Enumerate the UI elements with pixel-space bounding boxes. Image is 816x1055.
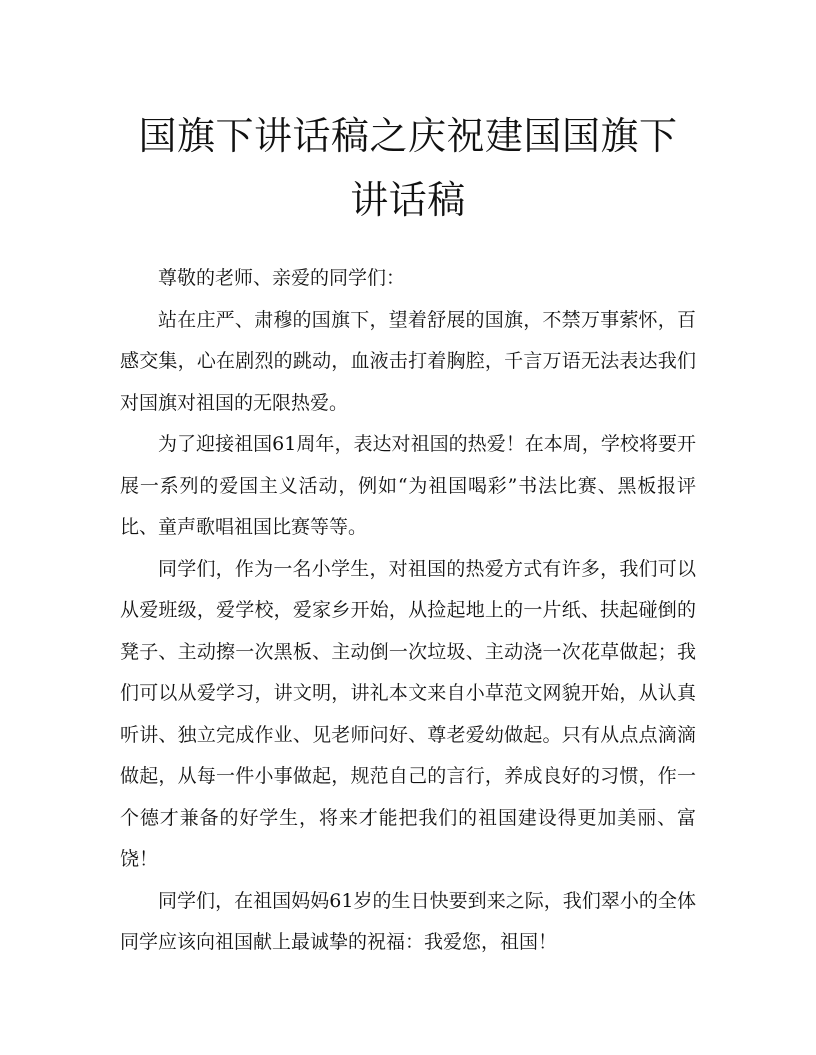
paragraph-1: 站在庄严、肃穆的国旗下，望着舒展的国旗，不禁万事萦怀，百感交集，心在剧烈的跳动，血液击打着胸腔，千言万语无法表达我们对国旗对祖国的无限热爱。 — [120, 308, 696, 414]
paragraph-4: 同学们，在祖国妈妈61岁的生日快要到来之际，我们翠小的全体同学应该向祖国献上最诚挚的祝福：我爱您，祖国！ — [120, 889, 696, 953]
salutation: 尊敬的老师、亲爱的同学们： — [158, 267, 406, 289]
paragraph-2: 为了迎接祖国61周年，表达对祖国的热爱！在本周，学校将要开展一系列的爱国主义活动，例如“为祖国喝彩”书法比赛、黑板报评比、童声歌唱祖国比赛等等。 — [120, 433, 696, 538]
document-title: 国旗下讲话稿之庆祝建国国旗下讲话稿 — [138, 114, 678, 222]
document-body — [120, 258, 696, 964]
paragraph-3: 同学们，作为一名小学生，对祖国的热爱方式有许多，我们可以从爱班级，爱学校，爱家乡开始，从捡起地上的一片纸、扶起碰倒的凳子、主动擦一次黑板、主动倒一次垃圾、主动浇一次花草做起；我们可以从爱学习，讲文明，讲礼本文来自小草范文网貌开始，从认真听讲、独立完成作业、见老师问好、尊老爱幼做起。只有从点点滴滴做起，从每一件小事做起，规范自己的言行，养成良好的习惯，作一个德才兼备的好学生，将来才能把我们的祖国建设得更加美丽、富饶！ — [120, 557, 696, 870]
